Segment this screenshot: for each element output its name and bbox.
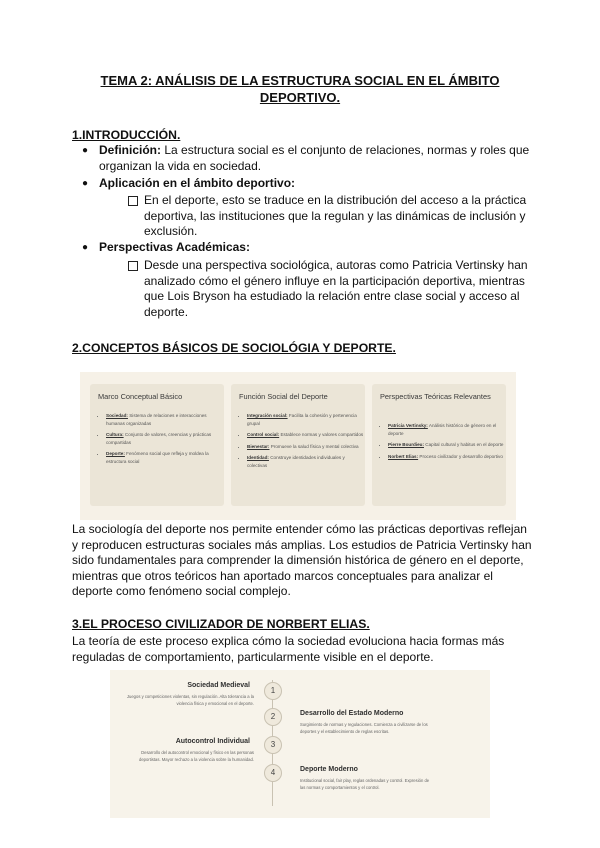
card-item: • Cultura: Conjunto de valores, creencias y prácticas compartidas: [106, 431, 224, 446]
sub-item-text: Desde una perspectiva sociológica, autoras como Patricia Vertinsky han analizado cómo el género influye en la participación deportiva, mientras que Lois Bryson ha estudiado la relación entre clase social y acceso al deporte.: [144, 258, 528, 319]
concepts-figure: [80, 372, 516, 520]
section-3-heading: 3.EL PROCESO CIVILIZADOR DE NORBERT ELIAS.: [72, 617, 370, 631]
bullet-dot: ●: [82, 242, 89, 253]
card-item: • Pierre Bourdieu: Capital cultural y habitus en el deporte: [388, 441, 506, 449]
stage-title: Deporte Moderno: [300, 766, 358, 773]
card-title: Marco Conceptual Básico: [98, 392, 183, 401]
card-item: • Bienestar: Promueve la salud física y mental colectiva: [247, 443, 365, 451]
title-line-1: TEMA 2: ANÁLISIS DE LA ESTRUCTURA SOCIAL EN EL ÁMBITO: [100, 73, 500, 88]
section-1-heading: 1.INTRODUCCIÓN.: [72, 128, 181, 142]
timeline-node-2: 2: [264, 708, 282, 726]
bullet-dot: ●: [82, 178, 89, 189]
card-item: • Patricia Vertinsky: Análisis histórico de género en el deporte: [388, 422, 506, 437]
timeline-node-4: 4: [264, 764, 282, 782]
card-item: • Norbert Elias: Proceso civilizador y desarrollo deportivo: [388, 453, 506, 461]
card-item: • Deporte: Fenómeno social que refleja y moldea la estructura social: [106, 450, 224, 465]
bullet-dot: ●: [82, 145, 89, 156]
card-marco-conceptual: [90, 384, 224, 506]
stage-desc: Surgimiento de normas y regulaciones. Comienza a civilizarse de los deportes y el establecimiento de reglas escritas.: [300, 722, 428, 734]
bullet-label: Definición:: [99, 143, 161, 157]
checkbox-icon: [128, 196, 138, 206]
section-2-paragraph: La sociología del deporte nos permite entender cómo las prácticas deportivas reflejan y reproducen estructuras sociales más amplias. Los estudios de Patricia Vertinsky han sido fundamentales para comprender la dimensión histórica de género en el deporte, mientras que otros teóricos han aportado marcos conceptuales para analizar el deporte como fenómeno social complejo.: [72, 522, 532, 599]
card-item: • Control social: Establece normas y valores compartidos: [247, 431, 365, 439]
stage-desc: Desarrollo del autocontrol emocional y físico en las personas deportistas. Mayor rechazo a la violencia sobre la humanidad.: [139, 750, 254, 762]
bullet-label: Aplicación en el ámbito deportivo:: [99, 176, 296, 190]
bullet-text: La estructura social es el conjunto de relaciones, normas y roles que organizan la vida en sociedad.: [99, 143, 530, 173]
stage-title: Desarrollo del Estado Moderno: [300, 710, 404, 717]
title-line-2: DEPORTIVO.: [259, 90, 341, 105]
sub-item-text: En el deporte, esto se traduce en la distribución del acceso a la práctica deportiva, las instituciones que la regulan y las dinámicas de inclusión y exclusión.: [144, 193, 527, 239]
timeline-figure: [110, 670, 490, 818]
timeline-node-1: 1: [264, 682, 282, 700]
card-title: Perspectivas Teóricas Relevantes: [380, 392, 491, 401]
stage-desc: Institucional social, fair play, reglas ordenadas y control. Expresión de las normas y comportamientos y el control.: [300, 778, 430, 790]
card-funcion-social: [231, 384, 365, 506]
timeline-node-3: 3: [264, 736, 282, 754]
stage-desc: Juegos y competiciones violentas, sin regulación. Alta tolerancia a la violencia física y emocional en el deporte.: [126, 694, 254, 706]
card-item: • Integración social: Facilita la cohesión y pertenencia grupal: [247, 412, 365, 427]
stage-title: Autocontrol Individual: [175, 738, 250, 745]
card-item: • Sociedad: Sistema de relaciones e interacciones humanas organizadas: [106, 412, 224, 427]
checkbox-icon: [128, 261, 138, 271]
section-3-paragraph: La teoría de este proceso explica cómo la sociedad evoluciona hacia formas más reguladas de comportamiento, particularmente visible en el deporte.: [72, 634, 505, 664]
card-perspectivas: [372, 384, 506, 506]
document-title: [60, 72, 540, 106]
card-item: • Identidad: Construye identidades individuales y colectivas: [247, 454, 365, 469]
section-2-heading: 2.CONCEPTOS BÁSICOS DE SOCIOLÓGIA Y DEPORTE.: [72, 341, 396, 355]
card-title: Función Social del Deporte: [239, 392, 328, 401]
stage-title: Sociedad Medieval: [187, 682, 250, 689]
bullet-label: Perspectivas Académicas:: [99, 240, 250, 254]
